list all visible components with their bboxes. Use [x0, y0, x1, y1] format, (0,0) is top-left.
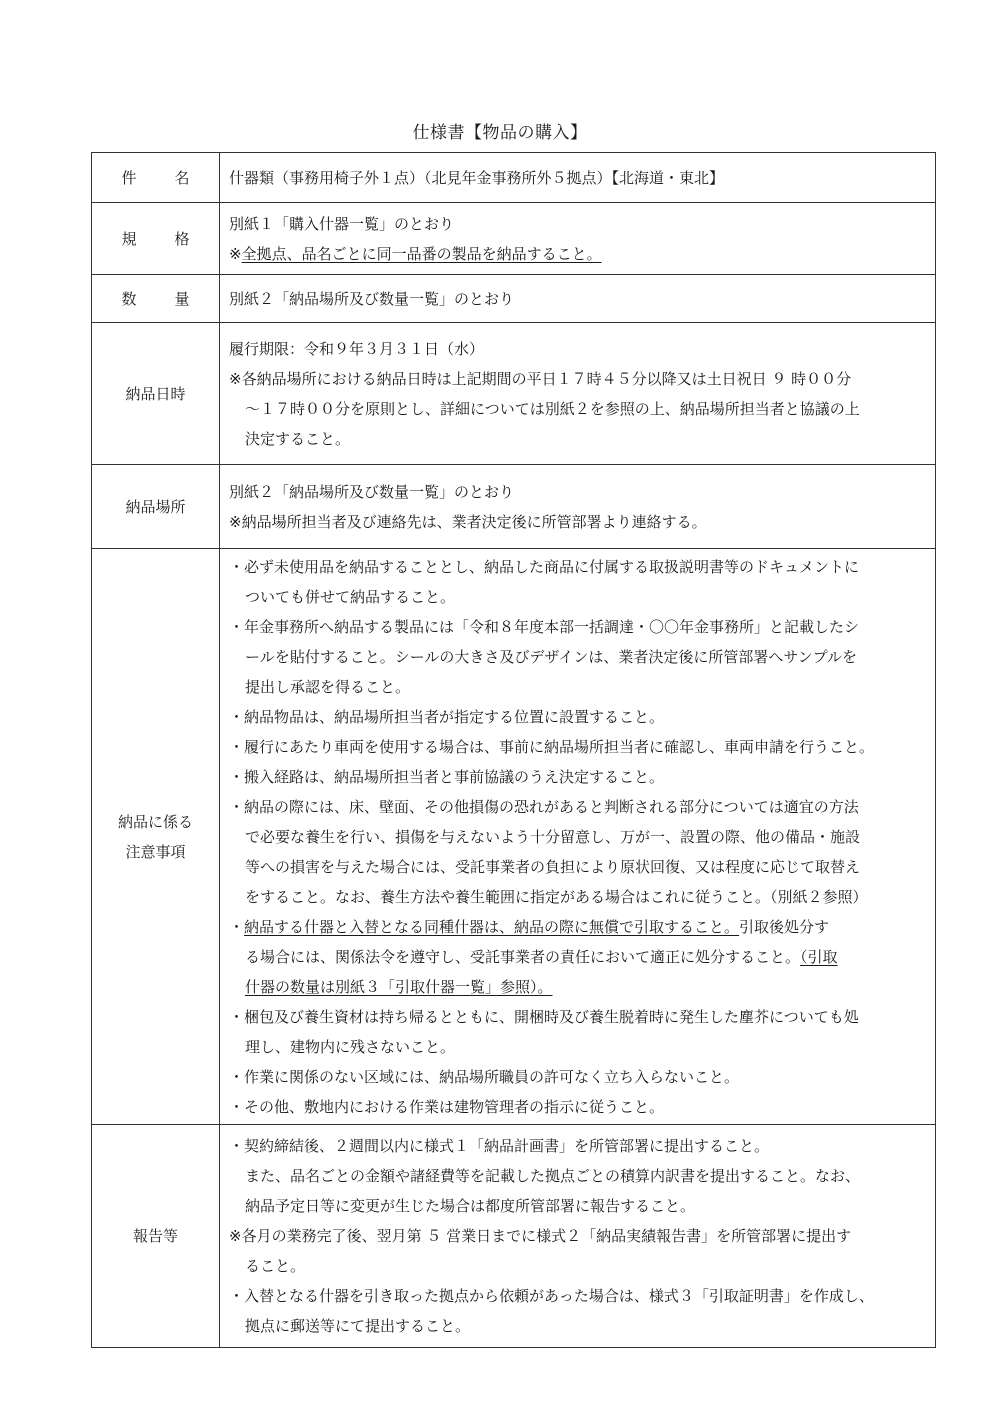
row-item-name [92, 153, 936, 203]
label-spec: 規 格 [92, 203, 220, 275]
label-reports: 報告等 [92, 1125, 220, 1348]
row-delivery-date [92, 323, 936, 465]
list-item: ・入替となる什器を引き取った拠点から依頼があった場合は、様式３「引取証明書」を作成し、 [229, 1287, 874, 1305]
list-item: ・納品する什器と入替となる同種什器は、納品の際に無償で引取すること。引取後処分す [229, 917, 830, 936]
value-spec: 別紙１「購入什器一覧」のとおり ※全拠点、品名ごとに同一品番の製品を納品すること。 [220, 203, 936, 275]
value-delivery-place: 別紙２「納品場所及び数量一覧」のとおり ※納品場所担当者及び連絡先は、業者決定後に所管部署より連絡する。 [220, 465, 936, 549]
list-item: ・納品物品は、納品場所担当者が指定する位置に設置すること。 [229, 707, 665, 726]
list-item: ・履行にあたり車両を使用する場合は、事前に納品場所担当者に確認し、車両申請を行うこと。 [229, 737, 875, 756]
list-item: ・搬入経路は、納品場所担当者と事前協議のうえ決定すること。 [229, 767, 665, 786]
underlined-note: 全拠点、品名ごとに同一品番の製品を納品すること。 [241, 244, 602, 263]
document-title: 仕様書【物品の購入】 [412, 123, 588, 143]
row-delivery-place [92, 465, 936, 549]
list-item: ・年金事務所へ納品する製品には「令和８年度本部一括調達・〇〇年金事務所」と記載したシ [229, 617, 860, 636]
value-item-name: 什器類（事務用椅子外１点）（北見年金事務所外５拠点）【北海道・東北】 [220, 153, 936, 203]
label-item-name: 件 名 [92, 153, 220, 203]
list-item: ※各月の業務完了後、翌月第 ５ 営業日までに様式２「納品実績報告書」を所管部署に提出す [229, 1227, 852, 1245]
specification-table [91, 152, 936, 1348]
label-quantity: 数 量 [92, 275, 220, 323]
list-item: ・梱包及び養生資材は持ち帰るとともに、開梱時及び養生脱着時に発生した塵芥についても処 [229, 1007, 859, 1026]
row-quantity [92, 275, 936, 323]
list-item: ・契約締結後、２週間以内に様式１「納品計画書」を所管部署に提出すること。 [229, 1137, 770, 1155]
value-delivery-date: 履行期限：令和９年３月３１日（水） ※各納品場所における納品日時は上記期間の平日１７時４５分以降又は土日祝日 ９ 時００分 ～１７時００分を原則とし、詳細については別紙２を参照の上、納品場所担当者と協議の上 決定すること。 [220, 323, 936, 465]
list-item: ・作業に関係のない区域には、納品場所職員の許可なく立ち入らないこと。 [229, 1067, 740, 1086]
label-notes: 納品に係る 注意事項 [92, 549, 220, 1125]
value-reports: ・契約締結後、２週間以内に様式１「納品計画書」を所管部署に提出すること。 また、品名ごとの金額や諸経費等を記載した拠点ごとの積算内訳書を提出すること。なお、 納品予定日等に変更が生じた場合は都度所管部署に報告すること。 ※各月の業務完了後、翌月第 ５ 営業日までに様式２「納品実績報告書」を所管部署に提出す ること。 ・入替となる什器を引き取った拠点から依頼があった場合は、様式３「引取証明書」を作成し、 拠点に郵送等にて提出すること。 [220, 1125, 936, 1348]
row-reports [92, 1125, 936, 1348]
value-notes: ・必ず未使用品を納品することとし、納品した商品に付属する取扱説明書等のドキュメントに ついても併せて納品すること。 ・年金事務所へ納品する製品には「令和８年度本部一括調達・〇〇年金事務所」と記載したシ ールを貼付すること。シールの大きさ及びデザインは、業者決定後に所管部署へサンプルを 提出し承認を得ること。 ・納品物品は、納品場所担当者が指定する位置に設置すること。 ・履行にあたり車両を使用する場合は、事前に納品場所担当者に確認し、車両申請を行うこと。 ・搬入経路は、納品場所担当者と事前協議のうえ決定すること。 ・納品の際には、床、壁面、その他損傷の恐れがあると判断される部分については適宜の方法 で必要な養生を行い、損傷を与えないよう十分留意し、万が一、設置の際、他の備品・施設 等への損害を与えた場合には、受託事業者の負担により原状回復、又は程度に応じて取替え をすること。なお、養生方法や養生範囲に指定がある場合はこれに従うこと。（別紙２参照） ・納品する什器と入替となる同種什器は、納品の際に無償で引取すること。引取後処分す る場合には、関係法令を遵守し、受託事業者の責任において適正に処分すること。（引取 什器の数量は別紙３「引取什器一覧」参照）。 ・梱包及び養生資材は持ち帰るとともに、開梱時及び養生脱着時に発生した塵芥についても処 理し、建物内に残さないこと。 ・作業に関係のない区域には、納品場所職員の許可なく立ち入らないこと。 ・その他、敷地内における作業は建物管理者の指示に従うこと。 [220, 549, 936, 1125]
row-notes [92, 549, 936, 1125]
label-delivery-place: 納品場所 [92, 465, 220, 549]
value-quantity: 別紙２「納品場所及び数量一覧」のとおり [220, 275, 936, 323]
label-delivery-date: 納品日時 [92, 323, 220, 465]
list-item: ・その他、敷地内における作業は建物管理者の指示に従うこと。 [229, 1097, 665, 1116]
list-item: ・必ず未使用品を納品することとし、納品した商品に付属する取扱説明書等のドキュメントに [229, 557, 860, 576]
row-spec [92, 203, 936, 275]
list-item: ・納品の際には、床、壁面、その他損傷の恐れがあると判断される部分については適宜の方法 [229, 797, 859, 816]
